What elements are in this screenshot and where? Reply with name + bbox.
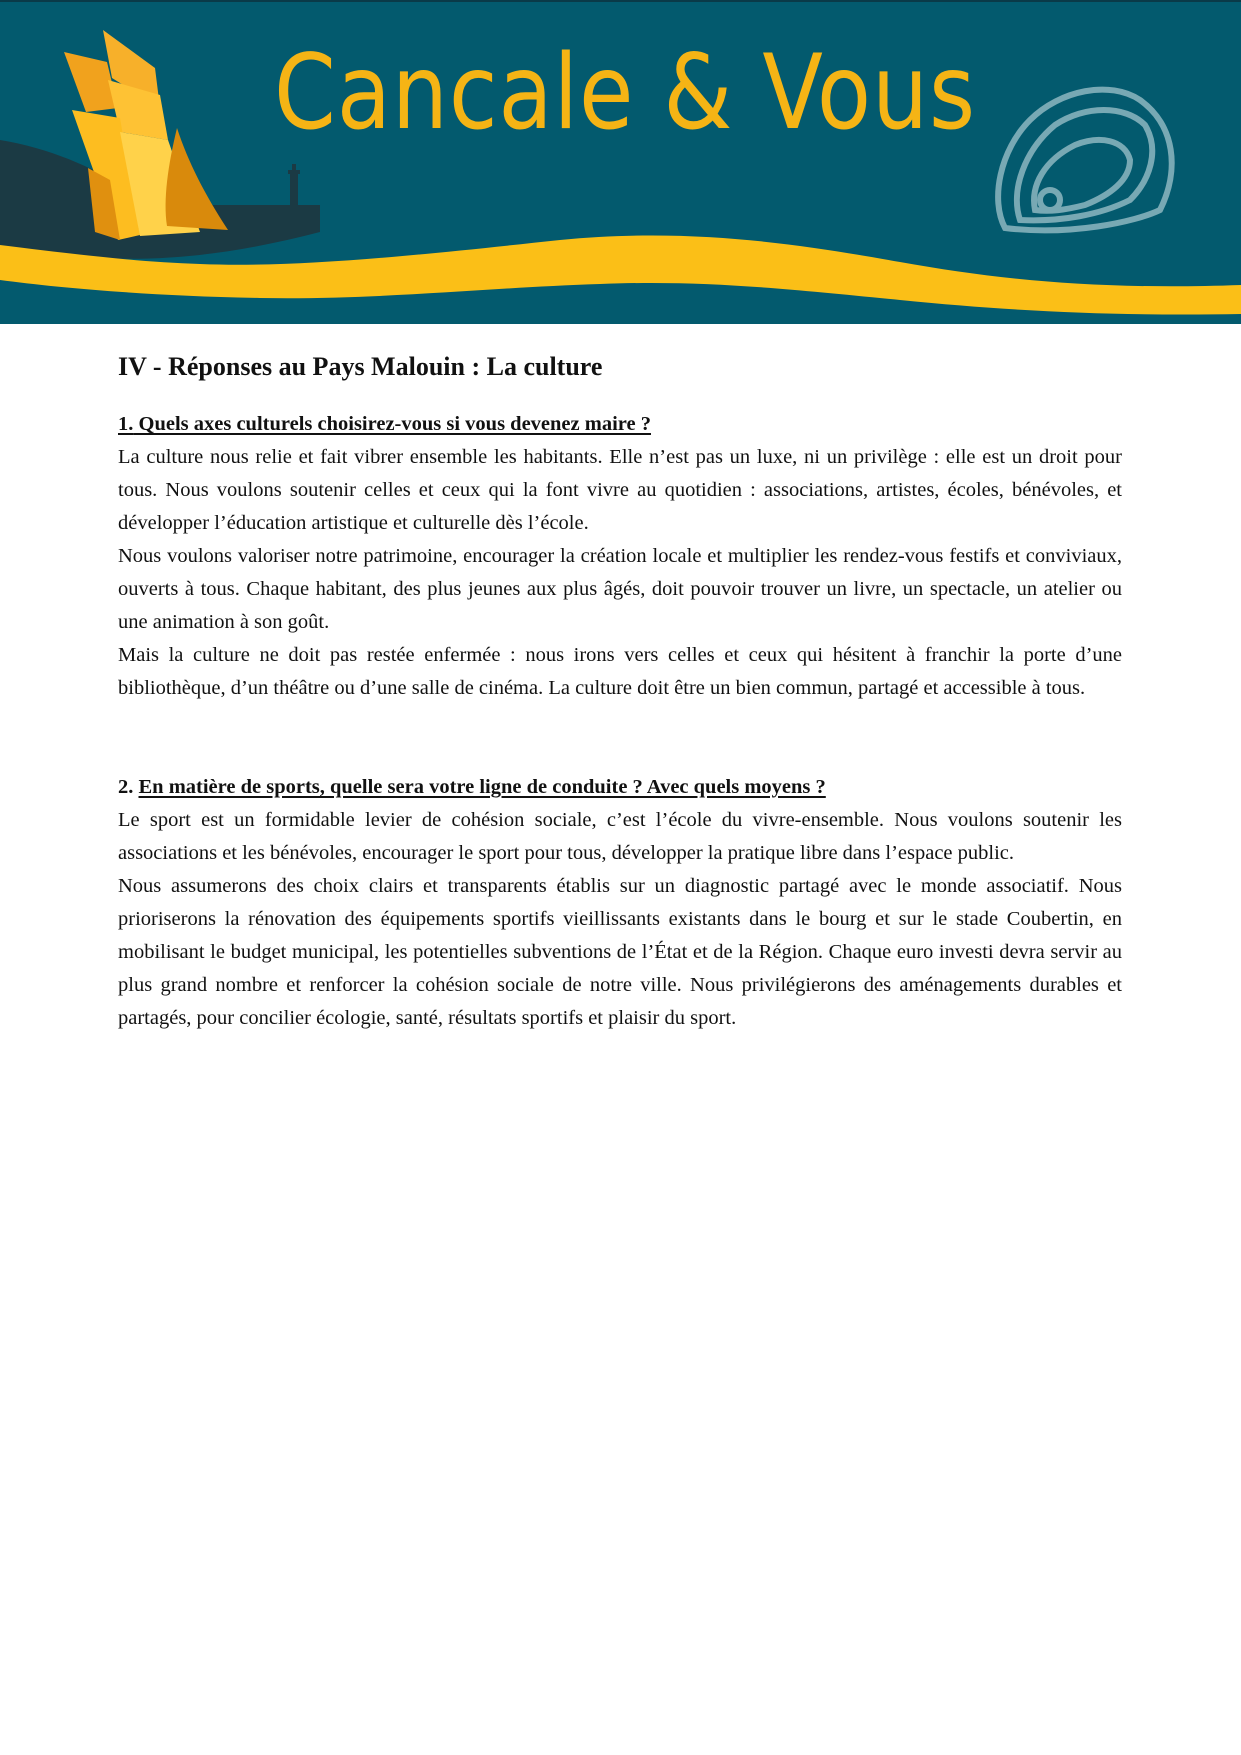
page-title: IV - Réponses au Pays Malouin : La culture bbox=[118, 352, 603, 381]
paragraph: Nous voulons valoriser notre patrimoine, encourager la création locale et multiplier les rendez-vous festifs et conviviaux, ouverts à tous. Chaque habitant, des plus jeunes aux plus âgés, doit pouvoir trouver un livre, un spectacle, un atelier ou une animation à son goût. bbox=[118, 545, 1122, 633]
lighthouse-icon bbox=[288, 164, 300, 206]
question-heading bbox=[118, 771, 1122, 804]
header-banner bbox=[0, 0, 1241, 324]
paragraph: Mais la culture ne doit pas restée enfermée : nous irons vers celles et ceux qui hésitent à franchir la porte d’une bibliothèque, d’un théâtre ou d’une salle de cinéma. La culture doit être un bien commun, partagé et accessible à tous. bbox=[118, 644, 1122, 699]
banner-logo-title: Cancale & Vous bbox=[274, 33, 977, 153]
question-text: Quels axes culturels choisirez-vous si vous devenez maire ? bbox=[138, 413, 651, 435]
question-heading bbox=[118, 408, 1122, 441]
paragraph: La culture nous relie et fait vibrer ensemble les habitants. Elle n’est pas un luxe, ni un privilège : elle est un droit pour tous. Nous voulons soutenir celles et ceux qui la font vivre au quotidien : associations, artistes, écoles, bénévoles, et développer l’éducation artistique et culturelle dès l’école. bbox=[118, 446, 1122, 534]
question-text: En matière de sports, quelle sera votre ligne de conduite ? Avec quels moyens ? bbox=[138, 776, 826, 798]
paragraph: Nous assumerons des choix clairs et transparents établis sur un diagnostic partagé avec le monde associatif. Nous prioriserons la rénovation des équipements sportifs vieillissants existants dans le bourg et sur le stade Coubertin, en mobilisant le budget municipal, les potentielles subventions de l’État et de la Région. Chaque euro investi devra servir au plus grand nombre et renforcer la cohésion sociale de notre ville. Nous privilégierons des aménagements durables et partagés, pour concilier écologie, santé, résultats sportifs et plaisir du sport. bbox=[118, 875, 1122, 1029]
question-number: 2. bbox=[118, 776, 134, 798]
oyster-shell-icon bbox=[998, 90, 1172, 231]
section-culture bbox=[118, 408, 1122, 705]
section-sports bbox=[118, 771, 1122, 1035]
document-body bbox=[118, 350, 1122, 1035]
question-number: 1. bbox=[118, 413, 134, 435]
paragraph: Le sport est un formidable levier de cohésion sociale, c’est l’école du vivre-ensemble. Nous voulons soutenir les associations et les bénévoles, encourager le sport pour tous, développer la pratique libre dans l’espace public. bbox=[118, 809, 1122, 864]
